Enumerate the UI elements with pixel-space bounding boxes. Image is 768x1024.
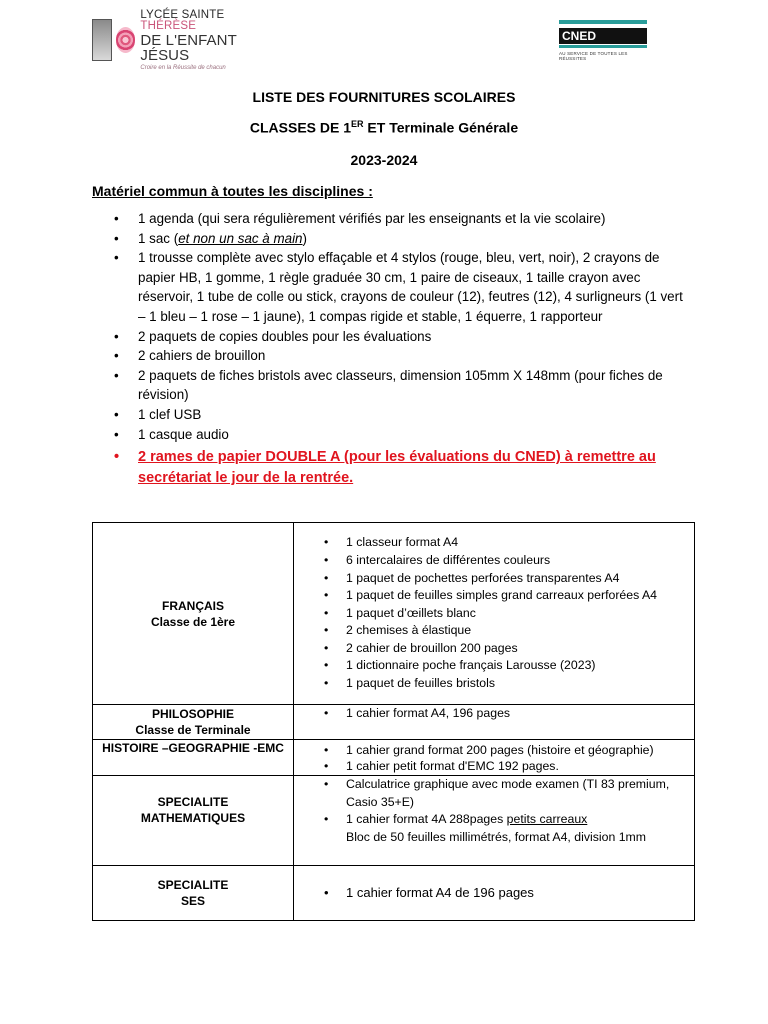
cned-logo-text: CNED bbox=[559, 28, 647, 44]
bullet-icon: • bbox=[324, 570, 329, 585]
list-item: • 1 cahier petit format d'EMC 192 pages. bbox=[324, 758, 559, 773]
list-item: • 2 cahiers de brouillon bbox=[92, 346, 692, 366]
bullet-icon: • bbox=[114, 328, 119, 344]
list-item: • 2 paquets de copies doubles pour les évaluations bbox=[92, 327, 692, 347]
bullet-icon: • bbox=[114, 367, 119, 383]
school-logo bbox=[92, 8, 252, 71]
table-row bbox=[93, 776, 695, 866]
subject-cell-mathematiques: SPECIALITE MATHEMATIQUES bbox=[93, 776, 294, 866]
list-item: • 1 trousse complète avec stylo effaçable et 4 stylos (rouge, bleu, vert, noir), 2 crayons de papier HB, 1 gomme, 1 règle graduée 30 cm, 1 paire de ciseaux, 1 taille crayon avec réservoir, 1 tube de colle ou stick, crayons de couleur (12), feutres (12), 4 surligneurs (1 vert – 1 bleu – 1 rose – 1 jaune), 1 compas rigide et stable, 1 équerre, 1 rapporteur bbox=[114, 250, 683, 324]
bullet-icon: • bbox=[324, 706, 329, 720]
cned-logo-bar-bottom bbox=[559, 45, 647, 48]
list-item: • 1 cahier format 4A 288pages petits carreaux Bloc de 50 feuilles millimétrés, format A4, division 1mm bbox=[324, 812, 647, 844]
bullet-icon: • bbox=[114, 211, 119, 226]
bullet-icon: • bbox=[324, 676, 329, 691]
subject-supplies-table bbox=[92, 522, 695, 921]
list-item: • 1 clef USB bbox=[92, 405, 692, 425]
items-cell-mathematiques bbox=[294, 776, 695, 866]
cned-logo bbox=[559, 20, 649, 60]
rose-logo-icon bbox=[116, 27, 135, 53]
list-item: • 1 classeur format A4 bbox=[294, 534, 694, 552]
bullet-icon: • bbox=[114, 449, 120, 466]
list-item: • 2 paquets de fiches bristols avec classeurs, dimension 105mm X 148mm (pour fiches de révision) bbox=[114, 367, 663, 403]
items-cell-ses bbox=[294, 866, 695, 921]
list-item: • 1 paquet d’œillets blanc bbox=[294, 605, 694, 623]
common-materials-list bbox=[92, 209, 692, 489]
list-item: • 1 cahier format A4, 196 pages bbox=[294, 705, 694, 723]
table-row bbox=[93, 705, 695, 740]
bullet-icon: • bbox=[324, 588, 329, 603]
list-item: • 1 paquet de feuilles bristols bbox=[294, 675, 694, 693]
table-row bbox=[93, 740, 695, 776]
petits-carreaux-underlined: petits carreaux bbox=[506, 812, 588, 827]
list-item: • 1 sac (et non un sac à main) bbox=[92, 229, 692, 249]
subject-cell-francais: FRANÇAIS Classe de 1ère bbox=[93, 523, 294, 705]
list-item: • 1 dictionnaire poche français Larousse (2023) bbox=[294, 657, 694, 675]
bullet-icon: • bbox=[324, 605, 329, 620]
list-item: • Calculatrice graphique avec mode examen (TI 83 premium, Casio 35+E) bbox=[324, 777, 670, 809]
cned-logo-bar-top bbox=[559, 20, 647, 24]
items-cell-philosophie bbox=[294, 705, 695, 740]
bullet-icon: • bbox=[114, 230, 119, 246]
list-item: • 1 casque audio bbox=[92, 425, 692, 445]
school-logo-line2: DE L'ENFANT JÉSUS bbox=[140, 31, 237, 64]
items-cell-francais bbox=[294, 523, 695, 705]
subject-cell-philosophie: PHILOSOPHIE Classe de Terminale bbox=[93, 705, 294, 740]
list-item: • 1 paquet de feuilles simples grand carreaux perforées A4 bbox=[294, 587, 694, 605]
list-item: • 1 cahier format A4 de 196 pages bbox=[324, 885, 534, 901]
class-title: CLASSES DE 1ER ET Terminale Générale bbox=[249, 119, 519, 136]
bullet-icon: • bbox=[114, 348, 119, 364]
list-item: • 1 cahier grand format 200 pages (histoire et géographie) bbox=[324, 742, 654, 757]
bullet-icon: • bbox=[114, 426, 119, 442]
table-row bbox=[93, 866, 695, 921]
bullet-icon: • bbox=[324, 885, 329, 901]
table-row bbox=[93, 523, 695, 705]
sac-emphasis: et non un sac à main bbox=[178, 230, 303, 246]
list-item: • 2 chemises à élastique bbox=[294, 622, 694, 640]
items-cell-histoire bbox=[294, 740, 695, 776]
bullet-icon: • bbox=[324, 640, 329, 655]
common-materials-heading: Matériel commun à toutes les disciplines : bbox=[92, 183, 373, 199]
list-item: • 1 paquet de pochettes perforées transparentes A4 bbox=[294, 570, 694, 588]
important-notice: • 2 rames de papier DOUBLE A (pour les évaluations du CNED) à remettre au secrétariat le jour de la rentrée. bbox=[114, 449, 656, 487]
bullet-icon: • bbox=[324, 758, 329, 773]
school-logo-text bbox=[140, 10, 252, 71]
list-item: • 6 intercalaires de différentes couleurs bbox=[294, 552, 694, 570]
bullet-icon: • bbox=[324, 777, 329, 791]
document-title: LISTE DES FOURNITURES SCOLAIRES bbox=[252, 89, 516, 105]
bullet-icon: • bbox=[324, 552, 329, 567]
founder-portrait-image bbox=[92, 19, 112, 61]
school-year: 2023-2024 bbox=[350, 152, 418, 168]
bullet-icon: • bbox=[114, 250, 119, 266]
list-item: • 1 agenda (qui sera régulièrement vérifiés par les enseignants et la vie scolaire) bbox=[92, 209, 692, 229]
subject-cell-histoire: HISTOIRE –GEOGRAPHIE -EMC bbox=[93, 740, 294, 776]
bullet-icon: • bbox=[324, 742, 329, 757]
school-logo-tagline: Croire en la Réussite de chacun bbox=[140, 64, 226, 71]
cned-logo-tagline: AU SERVICE DE TOUTES LES RÉUSSITES bbox=[559, 51, 628, 61]
bullet-icon: • bbox=[324, 535, 329, 550]
bullet-icon: • bbox=[324, 623, 329, 638]
bullet-icon: • bbox=[324, 658, 329, 673]
bullet-icon: • bbox=[324, 812, 329, 827]
school-logo-line1-accent: THÉRÈSE bbox=[140, 20, 197, 32]
list-item: • 2 cahier de brouillon 200 pages bbox=[294, 640, 694, 658]
school-logo-line1: LYCÉE SAINTE bbox=[140, 8, 225, 21]
bullet-icon: • bbox=[114, 406, 119, 422]
subject-cell-ses: SPECIALITE SES bbox=[93, 866, 294, 921]
